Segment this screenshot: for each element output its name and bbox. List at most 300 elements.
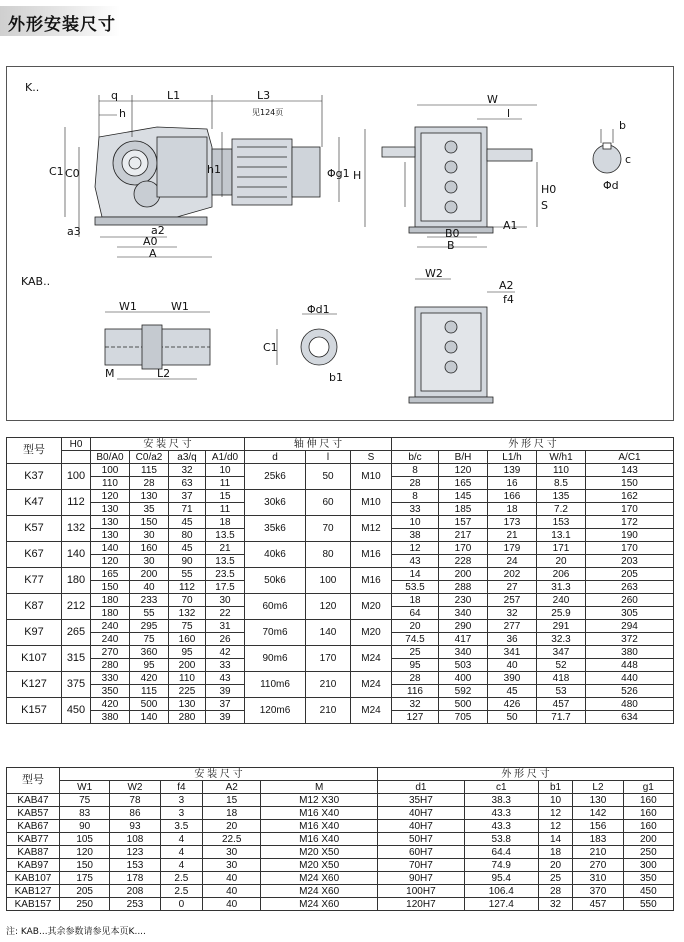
table-cell: 30 bbox=[206, 594, 245, 607]
table-cell: 40 bbox=[488, 659, 537, 672]
table-cell: 550 bbox=[623, 898, 673, 911]
table-cell: 190 bbox=[586, 529, 674, 542]
page-title: 外形安装尺寸 bbox=[8, 15, 116, 35]
table-cell: 225 bbox=[169, 685, 206, 698]
t2-header-install: 安 装 尺 寸 bbox=[60, 768, 378, 781]
table-cell: 90m6 bbox=[245, 646, 306, 672]
label-h0: H0 bbox=[541, 183, 557, 196]
table-cell: M16 bbox=[351, 542, 392, 568]
table-cell: 100 bbox=[306, 568, 351, 594]
table-cell: 32.3 bbox=[537, 633, 586, 646]
table-cell: 200 bbox=[623, 833, 673, 846]
table-cell: 95 bbox=[392, 659, 439, 672]
table-cell: 210 bbox=[306, 672, 351, 698]
table-cell: 53.5 bbox=[392, 581, 439, 594]
table-cell: 11 bbox=[206, 503, 245, 516]
table-cell: K157 bbox=[7, 698, 62, 724]
table-row bbox=[7, 568, 674, 581]
table-cell: 30k6 bbox=[245, 490, 306, 516]
table-cell: 140 bbox=[130, 711, 169, 724]
t1-header-l: l bbox=[306, 451, 351, 464]
table-cell: 55 bbox=[169, 568, 206, 581]
table-cell: 110 bbox=[537, 464, 586, 477]
table-row bbox=[7, 464, 674, 477]
table-cell: 260 bbox=[586, 594, 674, 607]
table-cell: 372 bbox=[586, 633, 674, 646]
table-cell: 347 bbox=[537, 646, 586, 659]
table-row bbox=[7, 646, 674, 659]
table-cell: 170 bbox=[306, 646, 351, 672]
table-cell: 180 bbox=[91, 607, 130, 620]
table-cell: 20 bbox=[203, 820, 261, 833]
kab-bore-section bbox=[277, 314, 337, 365]
table-cell: 30 bbox=[130, 555, 169, 568]
table-cell: M20 bbox=[351, 620, 392, 646]
table-cell: 450 bbox=[62, 698, 91, 724]
table-cell: 250 bbox=[623, 846, 673, 859]
table-cell: 130 bbox=[573, 794, 623, 807]
t1-sub-l1: L1 bbox=[502, 451, 514, 463]
table-cell: 175 bbox=[60, 872, 110, 885]
table-cell: 127 bbox=[392, 711, 439, 724]
label-l3: L3 bbox=[257, 89, 271, 102]
table-cell: 11 bbox=[206, 477, 245, 490]
table-cell: 0 bbox=[160, 898, 202, 911]
table-cell: 35H7 bbox=[378, 794, 465, 807]
table-cell: KAB107 bbox=[7, 872, 60, 885]
table-cell: 13.5 bbox=[206, 529, 245, 542]
table-cell: 156 bbox=[573, 820, 623, 833]
table-cell: 10 bbox=[538, 794, 573, 807]
label-h-height: H bbox=[353, 169, 362, 182]
table-cell: K37 bbox=[7, 464, 62, 490]
table-cell: 7.2 bbox=[537, 503, 586, 516]
table-cell: 157 bbox=[439, 516, 488, 529]
table-cell: 162 bbox=[586, 490, 674, 503]
table-cell: 64 bbox=[392, 607, 439, 620]
table-cell: 64.4 bbox=[464, 846, 538, 859]
table-cell: 240 bbox=[91, 633, 130, 646]
table-cell: 32 bbox=[392, 698, 439, 711]
table-cell: 140 bbox=[62, 542, 91, 568]
table-cell: 228 bbox=[439, 555, 488, 568]
t1-header-b-c: b/c bbox=[392, 451, 439, 464]
table-cell: 12 bbox=[538, 820, 573, 833]
table-cell: 60m6 bbox=[245, 594, 306, 620]
label-b: b bbox=[619, 119, 626, 132]
table-cell: 426 bbox=[488, 698, 537, 711]
table-cell: 43.3 bbox=[464, 807, 538, 820]
table-cell: 75 bbox=[60, 794, 110, 807]
table-cell: 270 bbox=[573, 859, 623, 872]
table-cell: 263 bbox=[586, 581, 674, 594]
table-cell: 160 bbox=[130, 542, 169, 555]
t1-header-c0-a2: C0/a2 bbox=[130, 451, 169, 464]
table-row bbox=[7, 898, 674, 911]
table-cell: 457 bbox=[537, 698, 586, 711]
table-cell: 120H7 bbox=[378, 898, 465, 911]
table-cell: 60H7 bbox=[378, 846, 465, 859]
table-cell: 139 bbox=[488, 464, 537, 477]
table-cell: 40H7 bbox=[378, 807, 465, 820]
table-cell: 22 bbox=[206, 607, 245, 620]
table-cell: 20 bbox=[538, 859, 573, 872]
table-cell: 150 bbox=[60, 859, 110, 872]
table-cell: 36 bbox=[488, 633, 537, 646]
table-cell: 140 bbox=[306, 620, 351, 646]
table-cell: KAB157 bbox=[7, 898, 60, 911]
table-cell: 173 bbox=[488, 516, 537, 529]
table-cell: KAB127 bbox=[7, 885, 60, 898]
t1-sub-a1: A1 bbox=[211, 451, 225, 463]
table-cell: 43 bbox=[206, 672, 245, 685]
table-cell: 150 bbox=[91, 581, 130, 594]
table-cell: 448 bbox=[586, 659, 674, 672]
table-cell: 526 bbox=[586, 685, 674, 698]
table-cell: 200 bbox=[439, 568, 488, 581]
label-c1: C1 bbox=[49, 165, 64, 178]
k-gearbox-front-view bbox=[382, 127, 532, 233]
label-d: Φd bbox=[603, 179, 619, 192]
table-cell: 503 bbox=[439, 659, 488, 672]
table-cell: 95 bbox=[169, 646, 206, 659]
table-cell: 74.9 bbox=[464, 859, 538, 872]
t1-body bbox=[7, 464, 674, 724]
table-cell: KAB57 bbox=[7, 807, 60, 820]
table-cell: 100H7 bbox=[378, 885, 465, 898]
t2-column-headers bbox=[7, 781, 674, 794]
table-cell: 305 bbox=[586, 607, 674, 620]
table-cell: 12 bbox=[538, 807, 573, 820]
table-row bbox=[7, 490, 674, 503]
table-cell: 23.5 bbox=[206, 568, 245, 581]
table-cell: 230 bbox=[439, 594, 488, 607]
table-cell: 45 bbox=[488, 685, 537, 698]
t1-header-h0: H0 bbox=[62, 438, 91, 451]
table-cell: 150 bbox=[586, 477, 674, 490]
table-cell: M24 bbox=[351, 646, 392, 672]
table-cell: 75 bbox=[169, 620, 206, 633]
table-cell: 3.5 bbox=[160, 820, 202, 833]
table-cell: 280 bbox=[169, 711, 206, 724]
t1-sub-c1: C1 bbox=[627, 451, 641, 463]
table-cell: 40 bbox=[203, 898, 261, 911]
table-cell: 110 bbox=[91, 477, 130, 490]
table-cell: 18 bbox=[488, 503, 537, 516]
table-cell: 210 bbox=[306, 698, 351, 724]
table-cell: 100 bbox=[62, 464, 91, 490]
table-cell: 200 bbox=[130, 568, 169, 581]
table-cell: M10 bbox=[351, 464, 392, 490]
t1-sub-h: h bbox=[516, 451, 522, 463]
table-cell: 40 bbox=[203, 885, 261, 898]
table-cell: 32 bbox=[169, 464, 206, 477]
t1-sub-h1: h1 bbox=[561, 451, 573, 463]
table-cell: 43.3 bbox=[464, 820, 538, 833]
label-c0: C0 bbox=[65, 167, 80, 180]
table-cell: 2.5 bbox=[160, 885, 202, 898]
t2-col-f4: f4 bbox=[160, 781, 202, 794]
k-series-label: K.. bbox=[25, 81, 40, 94]
table-cell: M16 X40 bbox=[261, 833, 378, 846]
label-l2: L2 bbox=[157, 367, 171, 380]
label-m: M bbox=[105, 367, 115, 380]
table-cell: 170 bbox=[439, 542, 488, 555]
table-cell: KAB47 bbox=[7, 794, 60, 807]
t1-sub-bb: B bbox=[454, 451, 462, 463]
table-cell: KAB87 bbox=[7, 846, 60, 859]
table-cell: 130 bbox=[91, 516, 130, 529]
table-cell: 210 bbox=[573, 846, 623, 859]
label-q: q bbox=[111, 89, 118, 102]
table-cell: 35 bbox=[130, 503, 169, 516]
table-row bbox=[7, 516, 674, 529]
table-row bbox=[7, 794, 674, 807]
label-w1-left: W1 bbox=[119, 300, 137, 313]
table-cell: M24 bbox=[351, 698, 392, 724]
kab-series-dimension-table bbox=[6, 767, 674, 911]
table-cell: 270 bbox=[91, 646, 130, 659]
table-cell: 420 bbox=[130, 672, 169, 685]
label-d1: Φd1 bbox=[307, 303, 330, 316]
k-gearbox-side-view bbox=[95, 127, 320, 225]
table-cell: 95 bbox=[130, 659, 169, 672]
table-cell: K47 bbox=[7, 490, 62, 516]
table-cell: 40 bbox=[130, 581, 169, 594]
t1-header-s: S bbox=[351, 451, 392, 464]
table-cell: 265 bbox=[62, 620, 91, 646]
t1-header-shaft: 轴 伸 尺 寸 bbox=[245, 438, 392, 451]
table-cell: 450 bbox=[623, 885, 673, 898]
table-cell: 53.8 bbox=[464, 833, 538, 846]
table-cell: 8 bbox=[392, 490, 439, 503]
table-cell: 330 bbox=[91, 672, 130, 685]
table-cell: 120m6 bbox=[245, 698, 306, 724]
t1-header-b0-a0: B0/A0 bbox=[91, 451, 130, 464]
table-cell: 13.1 bbox=[537, 529, 586, 542]
table-cell: 50k6 bbox=[245, 568, 306, 594]
table-cell: 14 bbox=[392, 568, 439, 581]
t1-sub-d0: d0 bbox=[226, 451, 239, 463]
table-cell: 165 bbox=[439, 477, 488, 490]
table-cell: 115 bbox=[130, 685, 169, 698]
table-cell: 340 bbox=[439, 607, 488, 620]
table-cell: 4 bbox=[160, 846, 202, 859]
table-cell: 291 bbox=[537, 620, 586, 633]
table-cell: 280 bbox=[91, 659, 130, 672]
table-cell: 178 bbox=[110, 872, 160, 885]
table-cell: 120 bbox=[439, 464, 488, 477]
table-cell: K57 bbox=[7, 516, 62, 542]
table-cell: 500 bbox=[439, 698, 488, 711]
k-shaft-section bbox=[593, 129, 621, 173]
table-row bbox=[7, 833, 674, 846]
t1-header-install: 安 装 尺 寸 bbox=[91, 438, 245, 451]
table-cell: 86 bbox=[110, 807, 160, 820]
table-cell: 28 bbox=[538, 885, 573, 898]
table-cell: 39 bbox=[206, 711, 245, 724]
table-cell: 33 bbox=[206, 659, 245, 672]
table-cell: K107 bbox=[7, 646, 62, 672]
table-cell: 457 bbox=[573, 898, 623, 911]
table-cell: 4 bbox=[160, 859, 202, 872]
dimension-drawing bbox=[6, 66, 674, 421]
table-cell: M16 X40 bbox=[261, 820, 378, 833]
table-cell: 52 bbox=[537, 659, 586, 672]
table-cell: 480 bbox=[586, 698, 674, 711]
kab-series-label: KAB.. bbox=[21, 275, 51, 288]
table-cell: M16 X40 bbox=[261, 807, 378, 820]
label-l: l bbox=[507, 107, 511, 120]
t1-header-blank bbox=[62, 451, 91, 464]
table-cell: 420 bbox=[91, 698, 130, 711]
table-cell: 16 bbox=[488, 477, 537, 490]
table-row bbox=[7, 859, 674, 872]
table-cell: 180 bbox=[91, 594, 130, 607]
table-cell: 3 bbox=[160, 807, 202, 820]
table-cell: 150 bbox=[130, 516, 169, 529]
t2-body bbox=[7, 794, 674, 911]
t1-header-w-h1: W/h1 bbox=[537, 451, 586, 464]
t1-sub-hh: H bbox=[464, 451, 472, 463]
table-cell: M16 bbox=[351, 568, 392, 594]
label-b1: b1 bbox=[329, 371, 343, 384]
table-cell: 350 bbox=[91, 685, 130, 698]
table-cell: 30 bbox=[203, 859, 261, 872]
table-cell: 440 bbox=[586, 672, 674, 685]
table-cell: 310 bbox=[573, 872, 623, 885]
table-cell: 202 bbox=[488, 568, 537, 581]
table-cell: 130 bbox=[91, 503, 130, 516]
title-band bbox=[0, 0, 684, 44]
table-cell: 18 bbox=[538, 846, 573, 859]
table-cell: K87 bbox=[7, 594, 62, 620]
table-cell: 25k6 bbox=[245, 464, 306, 490]
table-cell: 179 bbox=[488, 542, 537, 555]
table-cell: 32 bbox=[538, 898, 573, 911]
table-cell: 20 bbox=[537, 555, 586, 568]
table-cell: 300 bbox=[623, 859, 673, 872]
table-cell: 120 bbox=[91, 555, 130, 568]
table-cell: 13.5 bbox=[206, 555, 245, 568]
table-cell: 120 bbox=[306, 594, 351, 620]
table-cell: 123 bbox=[110, 846, 160, 859]
footnote: 注: KAB...其余参数请参见本页K.... bbox=[6, 927, 146, 937]
table-cell: 116 bbox=[392, 685, 439, 698]
table-cell: 120 bbox=[91, 490, 130, 503]
label-l1: L1 bbox=[167, 89, 181, 102]
table-cell: 295 bbox=[130, 620, 169, 633]
t1-header-l1-h: L1/h bbox=[488, 451, 537, 464]
table-row bbox=[7, 594, 674, 607]
label-a0: A0 bbox=[143, 235, 158, 248]
table-cell: 37 bbox=[169, 490, 206, 503]
t1-header-a1-d0: A1/d0 bbox=[206, 451, 245, 464]
table-cell: 380 bbox=[91, 711, 130, 724]
table-cell: 27 bbox=[488, 581, 537, 594]
table-cell: 400 bbox=[439, 672, 488, 685]
table-cell: 75 bbox=[130, 633, 169, 646]
table-cell: 31 bbox=[206, 620, 245, 633]
t2-col-b1: b1 bbox=[538, 781, 573, 794]
label-b0: B0 bbox=[445, 227, 460, 240]
table-cell: 240 bbox=[91, 620, 130, 633]
table-cell: 4 bbox=[160, 833, 202, 846]
table-cell: 130 bbox=[130, 490, 169, 503]
table-cell: 120 bbox=[60, 846, 110, 859]
t1-sub-a2: a2 bbox=[151, 451, 163, 463]
table-cell: M20 X50 bbox=[261, 846, 378, 859]
table-cell: 170 bbox=[586, 503, 674, 516]
table-cell: 18 bbox=[206, 516, 245, 529]
table-cell: 8.5 bbox=[537, 477, 586, 490]
table-cell: 60 bbox=[306, 490, 351, 516]
table-cell: 171 bbox=[537, 542, 586, 555]
t1-sub-b: b bbox=[408, 451, 414, 463]
t2-col-g1: g1 bbox=[623, 781, 673, 794]
label-c: c bbox=[625, 153, 632, 166]
table-cell: 71 bbox=[169, 503, 206, 516]
t1-sub-a: A bbox=[618, 451, 626, 463]
table-cell: 15 bbox=[203, 794, 261, 807]
table-cell: 15 bbox=[206, 490, 245, 503]
table-cell: 153 bbox=[537, 516, 586, 529]
table-cell: 341 bbox=[488, 646, 537, 659]
table-cell: 105 bbox=[60, 833, 110, 846]
t1-sub-w: W bbox=[549, 451, 559, 463]
table-cell: 132 bbox=[169, 607, 206, 620]
table-cell: 70m6 bbox=[245, 620, 306, 646]
table-cell: 28 bbox=[392, 672, 439, 685]
table-cell: 705 bbox=[439, 711, 488, 724]
table-cell: 370 bbox=[573, 885, 623, 898]
table-cell: 277 bbox=[488, 620, 537, 633]
table-cell: 35k6 bbox=[245, 516, 306, 542]
table-cell: 78 bbox=[110, 794, 160, 807]
table-cell: 25 bbox=[392, 646, 439, 659]
table-cell: 70 bbox=[306, 516, 351, 542]
table-cell: 12 bbox=[392, 542, 439, 555]
table-cell: 26 bbox=[206, 633, 245, 646]
table-cell: 145 bbox=[439, 490, 488, 503]
table-cell: 380 bbox=[586, 646, 674, 659]
table-cell: 50 bbox=[488, 711, 537, 724]
label-w1-right: W1 bbox=[171, 300, 189, 313]
table-cell: 288 bbox=[439, 581, 488, 594]
label-a: A bbox=[149, 247, 157, 260]
table-cell: 90 bbox=[169, 555, 206, 568]
table-cell: 592 bbox=[439, 685, 488, 698]
table-cell: 24 bbox=[488, 555, 537, 568]
t1-sub-b0: B0 bbox=[96, 451, 109, 463]
table-cell: 294 bbox=[586, 620, 674, 633]
t2-header-outline: 外 形 尺 寸 bbox=[378, 768, 674, 781]
table-cell: 127.4 bbox=[464, 898, 538, 911]
table-cell: 418 bbox=[537, 672, 586, 685]
table-cell: 208 bbox=[110, 885, 160, 898]
t2-col-w2: W2 bbox=[110, 781, 160, 794]
table-cell: 74.5 bbox=[392, 633, 439, 646]
table-cell: 115 bbox=[130, 464, 169, 477]
label-b-width: B bbox=[447, 239, 455, 252]
t2-header-model: 型号 bbox=[7, 768, 60, 794]
label-w: W bbox=[487, 93, 498, 106]
label-c1-bore: C1 bbox=[263, 341, 278, 354]
t1-header-model: 型号 bbox=[7, 438, 62, 464]
table-cell: 18 bbox=[203, 807, 261, 820]
t1-sub-a3: a3 bbox=[177, 451, 189, 463]
table-cell: 375 bbox=[62, 672, 91, 698]
